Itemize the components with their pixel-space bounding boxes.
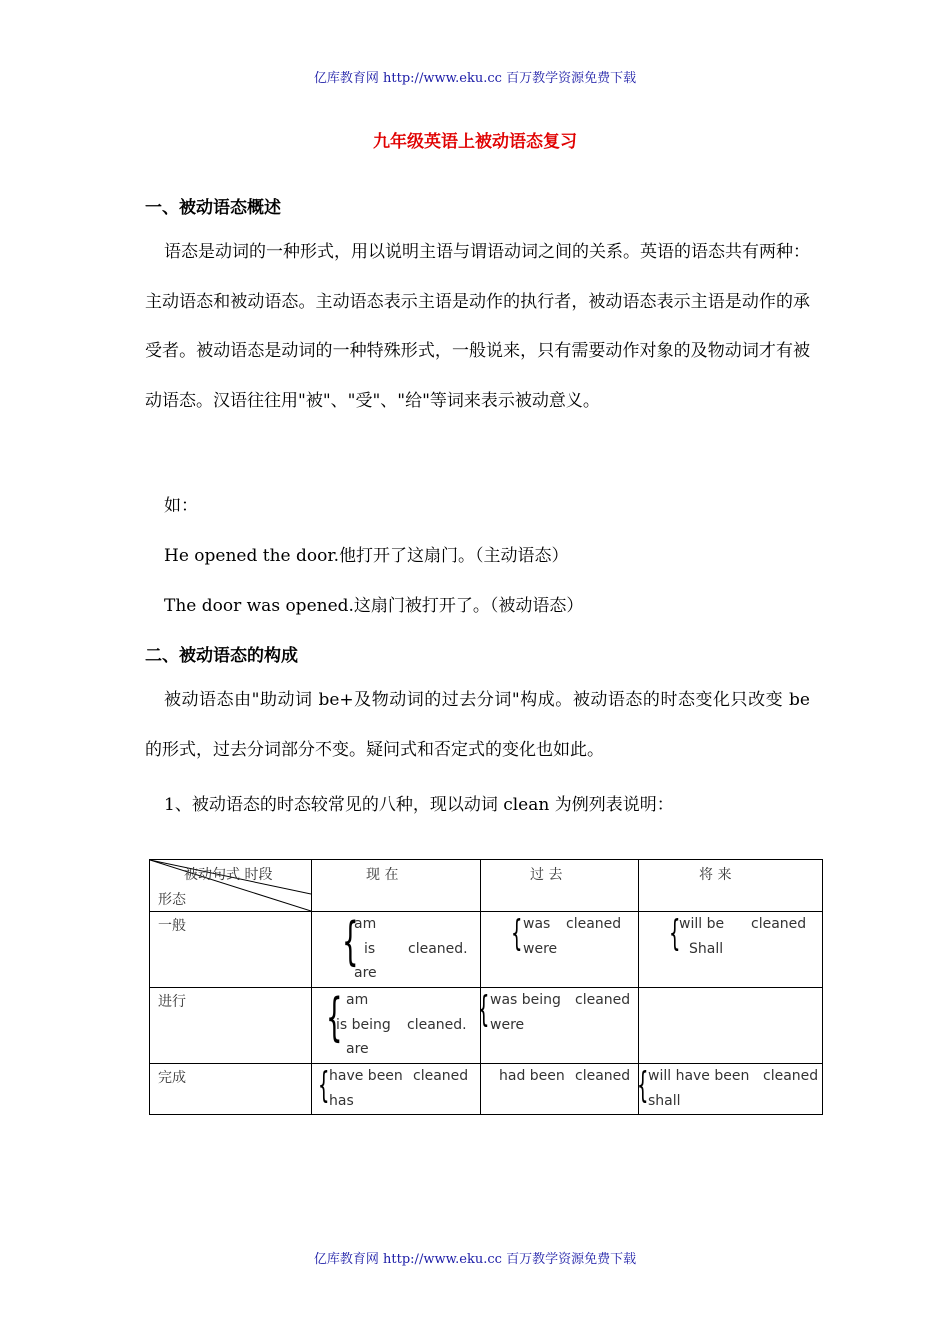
gen-past-were: were xyxy=(523,941,558,957)
cell-general-past xyxy=(481,912,639,988)
col-future-label: 将 来 xyxy=(699,867,732,883)
perf-past-had-been: had been xyxy=(499,1068,565,1084)
cell-perfect-past xyxy=(481,1064,639,1115)
prog-present-is-being: is being xyxy=(336,1017,391,1033)
gen-past-was: was xyxy=(523,916,551,932)
example-passive: The door was opened.这扇门被打开了。（被动语态） xyxy=(164,596,584,616)
prog-past-was-being: was being xyxy=(490,992,561,1008)
corner-bottom-label: 形态 xyxy=(158,892,186,908)
gen-present-are: are xyxy=(354,965,377,981)
gen-present-am: am xyxy=(354,916,377,932)
gen-future-will-be: will be xyxy=(679,916,725,932)
gen-past-verb: cleaned xyxy=(566,916,622,932)
perf-future-will-have-been: will have been xyxy=(648,1068,750,1084)
brace-icon: { xyxy=(342,912,359,972)
overview-paragraph: 语态是动词的一种形式，用以说明主语与谓语动词之间的关系。英语的语态共有两种：主动语态和被动语态。主动语态表示主语是动作的执行者，被动语态表示主语是动作的承受者。被动语态是动词的一种特殊形式，一般说来，只有需要动作对象的及物动词才有被动语态。汉语往往用"被"、"受"、"给"等词来表示被动意义。 xyxy=(145,242,810,411)
brace-icon: { xyxy=(637,1065,649,1106)
perf-present-verb: cleaned xyxy=(413,1068,469,1084)
example-intro: 如： xyxy=(164,496,198,516)
formation-paragraph: 被动语态由"助动词 be+及物动词的过去分词"构成。被动语态的时态变化只改变 be 的形式，过去分词部分不变。疑问式和否定式的变化也如此。 xyxy=(145,690,810,760)
cell-progressive-past xyxy=(478,988,639,1064)
col-present-label: 现 在 xyxy=(366,867,399,883)
prog-present-are: are xyxy=(346,1041,369,1057)
document-title: 九年级英语上被动语态复习 xyxy=(373,132,577,152)
cell-progressive-future xyxy=(639,988,823,1064)
page-header: 亿库教育网 http://www.eku.cc 百万教学资源免费下载 xyxy=(313,71,637,86)
header-present xyxy=(312,860,481,912)
cell-general-present xyxy=(312,912,481,988)
gen-future-shall: Shall xyxy=(689,941,724,957)
brace-icon: { xyxy=(511,913,523,954)
section-heading-formation: 二、被动语态的构成 xyxy=(145,646,298,666)
perf-present-has: has xyxy=(329,1093,354,1109)
prog-present-verb: cleaned. xyxy=(407,1017,467,1033)
cell-general-future xyxy=(639,912,823,988)
gen-present-verb: cleaned. xyxy=(408,941,468,957)
perf-future-shall: shall xyxy=(648,1093,681,1109)
header-future xyxy=(639,860,823,912)
row-general-label xyxy=(150,912,312,988)
cell-perfect-present xyxy=(312,1064,481,1115)
brace-icon: { xyxy=(478,989,490,1030)
perf-future-verb: cleaned xyxy=(763,1068,819,1084)
perf-past-verb: cleaned xyxy=(575,1068,631,1084)
prog-past-were: were xyxy=(490,1017,525,1033)
section-heading-overview: 一、被动语态概述 xyxy=(145,198,281,218)
example-active: He opened the door.他打开了这扇门。（主动语态） xyxy=(164,546,569,566)
row-perfect-text: 完成 xyxy=(158,1070,186,1086)
formation-point-1: 1、被动语态的时态较常见的八种，现以动词 clean 为例列表说明： xyxy=(164,795,674,815)
tense-table xyxy=(149,859,823,1115)
prog-present-am: am xyxy=(346,992,369,1008)
gen-future-verb: cleaned xyxy=(751,916,807,932)
cell-perfect-future xyxy=(639,1064,823,1115)
prog-past-verb: cleaned xyxy=(575,992,631,1008)
cell-progressive-present xyxy=(312,988,481,1064)
brace-icon: { xyxy=(669,913,681,954)
gen-present-is: is xyxy=(364,941,376,957)
row-general-text: 一般 xyxy=(158,918,186,934)
brace-icon: { xyxy=(318,1065,330,1106)
row-perfect-label xyxy=(150,1064,312,1115)
header-past xyxy=(481,860,639,912)
corner-top-label: 被动句式 时段 xyxy=(184,867,273,883)
row-progressive-label xyxy=(150,988,312,1064)
row-progressive-text: 进行 xyxy=(158,994,186,1010)
perf-present-have-been: have been xyxy=(329,1068,403,1084)
page-footer: 亿库教育网 http://www.eku.cc 百万教学资源免费下载 xyxy=(313,1252,637,1267)
table-corner-cell xyxy=(150,860,312,912)
col-past-label: 过 去 xyxy=(530,867,563,883)
brace-icon: { xyxy=(326,988,343,1048)
